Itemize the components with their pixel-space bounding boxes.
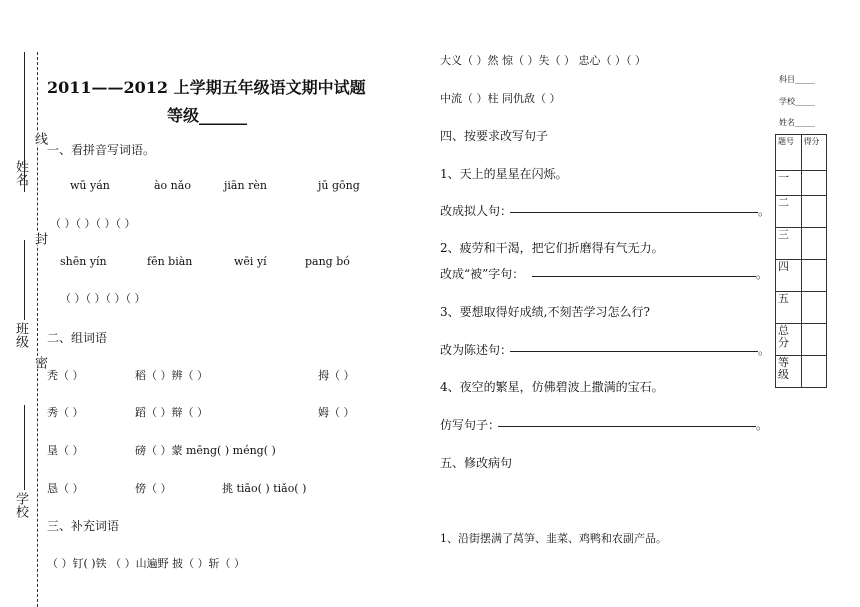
pinyin-blanks-row1[interactable]: （ ）（ ）（ ）（ ） <box>50 217 136 230</box>
score-cell[interactable] <box>801 292 826 324</box>
pinyin-5: shēn yín <box>60 255 107 268</box>
q2-answer-line[interactable] <box>532 276 756 277</box>
section5-title: 五、修改病句 <box>440 456 513 470</box>
word-2[interactable]: 稻（ ）辨（ ） <box>135 369 208 382</box>
name-meta-field[interactable]: 姓名_____ <box>779 118 815 127</box>
score-row-label: 等级 <box>776 356 802 388</box>
score-row-label: 二 <box>776 196 802 228</box>
pinyin-4: jū gōng <box>318 179 360 192</box>
score-cell[interactable] <box>801 196 826 228</box>
school-field[interactable] <box>24 405 25 490</box>
school-label: 学校 <box>13 492 28 518</box>
q1-lead: 改成拟人句： <box>440 204 513 218</box>
section4-title: 四、按要求改写句子 <box>440 129 549 143</box>
q1-period: 。 <box>758 204 771 218</box>
word-3[interactable]: 拇（ ） <box>318 369 355 382</box>
word-10[interactable]: 傍（ ） <box>135 482 172 495</box>
exam-title: 2011——2012 上学期五年级语文期中试题 <box>47 78 366 97</box>
score-cell[interactable] <box>801 260 826 292</box>
q2-sentence: 2、疲劳和干渴，把它们折磨得有气无力。 <box>440 241 664 255</box>
q3-answer-line[interactable] <box>510 351 758 352</box>
q4-lead: 仿写句子： <box>440 418 501 432</box>
word-8[interactable]: 磅（ ）蒙 mēng( ) méng( ) <box>135 444 276 457</box>
pinyin-3: jiān rèn <box>224 179 267 192</box>
pinyin-2: ào nǎo <box>154 179 191 192</box>
score-row-label: 四 <box>776 260 802 292</box>
score-cell[interactable] <box>801 228 826 260</box>
score-table <box>775 134 827 388</box>
word-5[interactable]: 蹈（ ）辩（ ） <box>135 406 208 419</box>
idiom-line-b[interactable]: 中流（ ）柱 同仇敌（ ） <box>440 92 561 105</box>
q1-sentence: 1、天上的星星在闪烁。 <box>440 167 568 181</box>
exam-grade: 等级______ <box>167 106 248 125</box>
score-head-tihao: 题号 <box>776 135 802 171</box>
word-6[interactable]: 姆（ ） <box>318 406 355 419</box>
name-field[interactable] <box>24 52 25 192</box>
pinyin-8: pang bó <box>305 255 350 268</box>
q1-answer-line[interactable] <box>510 212 758 213</box>
score-cell[interactable] <box>801 324 826 356</box>
pinyin-6: fēn biàn <box>147 255 193 268</box>
section3-title: 三、补充词语 <box>47 519 120 533</box>
section2-title: 二、组词语 <box>47 331 108 345</box>
pinyin-7: wēi yí <box>234 255 267 268</box>
word-4[interactable]: 秀（ ） <box>47 406 84 419</box>
q5-sentence: 1、沿街摆满了莴笋、韭菜、鸡鸭和农副产品。 <box>440 532 667 545</box>
pinyin-1: wū yán <box>70 179 110 192</box>
word-7[interactable]: 垦（ ） <box>47 444 84 457</box>
section1-title: 一、看拼音写词语。 <box>47 143 156 157</box>
score-row-label: 一 <box>776 171 802 196</box>
class-label: 班级 <box>13 322 28 348</box>
score-row-label: 三 <box>776 228 802 260</box>
score-cell[interactable] <box>801 171 826 196</box>
q2-lead: 改成“被”字句： <box>440 267 525 281</box>
pinyin-blanks-row2[interactable]: （ ）（ ）（ ）（ ） <box>60 292 146 305</box>
feng-mark: 封 <box>32 232 47 245</box>
q3-period: 。 <box>758 343 771 357</box>
mi-mark: 密 <box>32 356 47 369</box>
idiom-line-1[interactable]: （ ）钉( )铁 （ ）山遍野 披（ ）斩（ ） <box>47 557 246 570</box>
q4-answer-line[interactable] <box>498 426 756 427</box>
score-row-label: 总分 <box>776 324 802 356</box>
score-cell[interactable] <box>801 356 826 388</box>
q3-sentence: 3、要想取得好成绩,不刻苦学习怎么行? <box>440 305 650 319</box>
q3-lead: 改为陈述句： <box>440 343 513 357</box>
word-9[interactable]: 恳（ ） <box>47 482 84 495</box>
idiom-line-a[interactable]: 大义（ ）然 惊（ ）失（ ） 忠心（ ）（ ） <box>440 54 646 67</box>
class-field[interactable] <box>24 240 25 320</box>
score-head-defen: 得分 <box>801 135 826 171</box>
subject-field[interactable]: 科目_____ <box>779 75 815 84</box>
word-11[interactable]: 挑 tiāo( ) tiǎo( ) <box>222 482 307 495</box>
name-label: 姓名 <box>13 160 28 186</box>
q4-sentence: 4、夜空的繁星，仿佛碧波上撒满的宝石。 <box>440 380 664 394</box>
q4-period: 。 <box>756 418 769 432</box>
xian-mark: 线 <box>32 132 47 145</box>
word-1[interactable]: 秃（ ） <box>47 369 84 382</box>
score-row-label: 五 <box>776 292 802 324</box>
school-meta-field[interactable]: 学校_____ <box>779 97 815 106</box>
q2-period: 。 <box>756 267 769 281</box>
